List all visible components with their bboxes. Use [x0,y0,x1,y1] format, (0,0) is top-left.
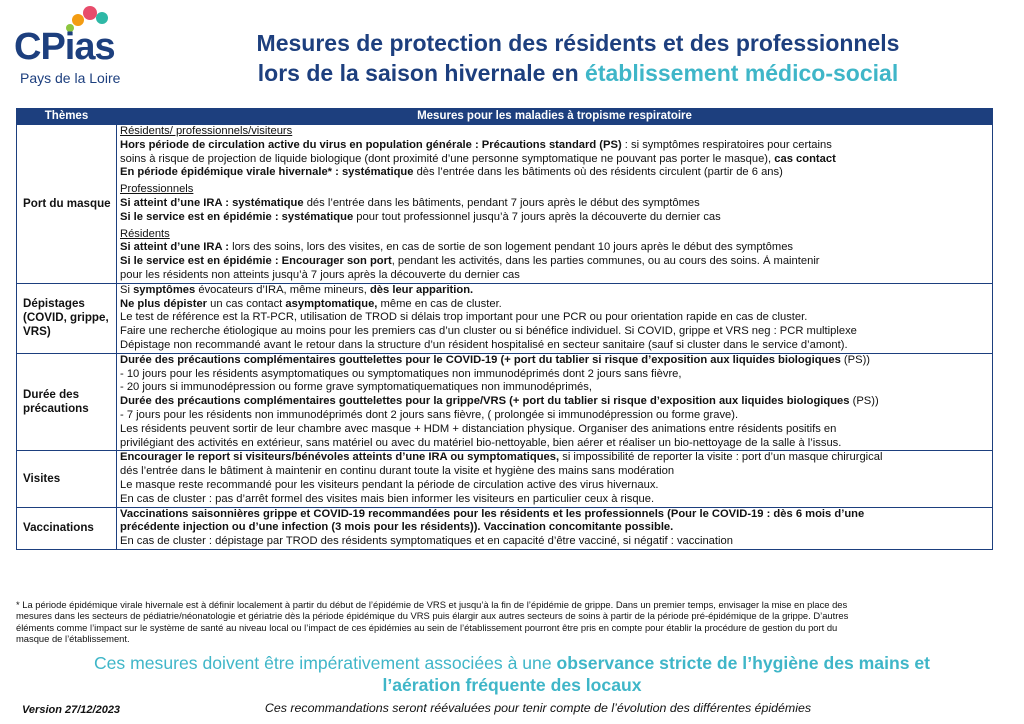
tagline-strong-2: l’aération fréquente des locaux [382,675,642,695]
title-line-2 [140,58,1016,88]
duree-line: privilégiant des activités en extérieur, sans matériel ou avec du matériel bio-nettoyable, bien aérer et réaliser un bio-nettoyage de la salle à l’issus. [120,436,842,449]
title-line-1: Mesures de protection des résidents et des professionnels [256,30,900,56]
table-row-vaccinations [17,507,993,549]
masque-bold: Si atteint d’une IRA : [120,241,229,254]
masque-bold: Hors période de circulation active du virus en population générale : Précautions standard (PS) [120,138,622,151]
masque-text: dès l’entrée dans les bâtiments où des résidents circulent (partir de 6 ans) [413,166,783,179]
tagline-start: Ces mesures doivent être impérativement associées à une [93,653,557,673]
depistage-line: Le test de référence est la RT-PCR, utilisation de TROD si délais trop important pour une PCR ou pour orientation rapide en cas de cluster. [120,311,808,324]
page-title [140,28,1016,88]
depistage-text: évocateurs d’IRA, même mineurs, [195,283,370,296]
depistage-bold: symptômes [133,283,196,296]
table-row-duree [17,353,993,451]
depistage-bold: Ne plus dépister [120,297,208,310]
masque-text: soins à risque de projection de liquide biologique (dont proximité d’une personne symptomatique ne pouvant pas porter le masque), [120,152,775,165]
mesures-vaccinations [117,507,993,549]
mesures-depistage [117,283,993,353]
depistage-line [120,284,989,298]
masque-bold: cas contact [774,152,836,165]
tagline-strong-1: observance stricte de l’hygiène des mains et [556,653,931,673]
measures-table [16,108,993,550]
depistage-bold: dès leur apparition. [369,283,474,296]
mesures-masque [117,125,993,284]
masque-bold: Si le service est en épidémie : systématique [120,210,354,223]
masque-bold: Si atteint d’une IRA : systématique [120,196,304,209]
visites-line: En cas de cluster : pas d’arrêt formel des visites mais bien informer les visiteurs en particulier ceux à risque. [120,492,655,505]
mesures-visites [117,451,993,507]
depistage-line: Dépistage non recommandé avant le retour dans la structure d’un résident hospitalisé en secteur sanitaire (sauf si cluster dans le service d’amont). [120,338,848,351]
masque-line: Résidents [120,227,170,240]
visites-line: dés l’entrée dans le bâtiment à maintenir en continu durant toute la visite et hygiène des mains sans modération [120,465,675,478]
logo-region: Pays de la Loire [20,70,121,86]
masque-line [120,197,989,211]
visites-text: si impossibilité de reporter la visite : port d’un masque chirurgical [559,451,883,464]
masque-line: Professionnels [120,183,194,196]
footnote-line: mesures dans les secteurs de pédiatrie/néonatologie et gériatrie dès la période épidémique du VRS puis élargir aux autres secteurs de soins à partir de la période pré-épidémique de la grippe. D’autres [16,610,849,622]
duree-text: (PS)) [849,395,879,408]
masque-line [120,211,989,225]
table-header-row [17,109,993,125]
masque-text: lors des soins, lors des visites, en cas de sortie de son logement pendant 10 jours après le début des symptômes [228,241,794,254]
duree-line: - 7 jours pour les résidents non immunodéprimés dont 2 jours sans fièvre, ( prolongée si immunodépression ou forme grave). [120,408,739,421]
theme-vaccinations: Vaccinations [17,507,117,549]
footnote-line: masque de l’établissement. [16,633,130,645]
mesures-duree [117,353,993,451]
masque-line [120,153,989,167]
column-header-themes: Thèmes [17,109,117,125]
theme-visites: Visites [17,451,117,507]
masque-line [120,241,989,255]
table-row-visites [17,451,993,507]
vaccinations-line: Vaccinations saisonnières grippe et COVID-19 recommandées pour les résidents et les professionnels (Pour le COVID-19 : dès 6 mois d’une [120,507,865,520]
depistage-line [120,298,989,312]
duree-line: - 20 jours si immunodépression ou forme grave symptomatiquematiques non immunodéprimés, [120,381,592,394]
title-accent: établissement médico-social [585,60,899,86]
duree-line: - 10 jours pour les résidents asymptomatiques ou symptomatiques non immunodéprimés dont 2 jours sans fièvre, [120,367,682,380]
duree-line [120,395,989,409]
masque-bold: Si le service est en épidémie : Encourager son port [120,255,392,268]
review-note: Ces recommandations seront réévaluées pour tenir compte de l’évolution des différentes épidémies [264,701,812,715]
table-row-masque [17,125,993,284]
version-label: Version 27/12/2023 [22,704,121,716]
masque-line: pour les résidents non atteints jusqu’à 7 jours après la découverte du dernier cas [120,268,520,281]
tagline [40,652,984,696]
column-header-mesures: Mesures pour les maladies à tropisme respiratoire [117,109,993,125]
depistage-bold: asymptomatique, [285,297,378,310]
duree-bold: Durée des précautions complémentaires gouttelettes pour le COVID-19 (+ port du tablier si risque d’exposition aux liquides biologiques [120,353,841,366]
tagline-line-1 [40,652,984,674]
depistage-text: Si [120,283,134,296]
theme-masque: Port du masque [17,125,117,284]
footnote [16,599,996,645]
masque-text: pour tout professionnel jusqu’à 7 jours après la découverte du dernier cas [353,210,721,223]
depistage-line: Faire une recherche étiologique au moins pour les premiers cas d’un cluster ou si bénéfice individuel. Si COVID, grippe et VRS neg : PCR multiplexe [120,325,857,338]
logo-brand: CPias [14,26,115,68]
masque-bold: En période épidémique virale hivernale* : systématique [120,166,414,179]
footnote-line: * La période épidémique virale hivernale est à définir localement à partir du début de l’épidémie de VRS et jusqu’à la fin de l’épidémie de grippe. Dans un premier temps, envisager la mise en place des [16,599,848,610]
visites-bold: Encourager le report si visiteurs/bénévoles atteints d’une IRA ou symptomatiques, [120,451,560,464]
visites-line [120,451,989,465]
theme-duree: Durée des précautions [17,353,117,451]
duree-text: (PS)) [840,353,871,366]
vaccinations-line: En cas de cluster : dépistage par TROD des résidents symptomatiques et en capacité d’être vacciné, si négatif : vaccination [120,535,733,548]
duree-bold: Durée des précautions complémentaires gouttelettes pour la grippe/VRS (+ port du tablier si risque d’exposition aux liquides biologiques [120,395,850,408]
masque-line: Résidents/ professionnels/visiteurs [120,125,293,137]
title-line-2-start: lors de la saison hivernale en [257,60,579,86]
table-row-depistage [17,283,993,353]
depistage-text: un cas contact [207,297,286,310]
masque-line [120,255,989,269]
vaccinations-line: précédente injection ou d’une infection (3 mois pour les résidents)). Vaccination concomitante possible. [120,521,674,534]
masque-text: , pendant les activités, dans les parties communes, ou au cours des soins. À maintenir [391,255,820,268]
theme-depistage: Dépistages (COVID, grippe, VRS) [17,283,117,353]
masque-line [120,166,989,180]
duree-line: Les résidents peuvent sortir de leur chambre avec masque + HDM + distanciation physique. Organiser des animations entre résidents positifs en [120,422,837,435]
masque-line [120,139,989,153]
duree-line [120,354,989,368]
cpias-logo [8,4,138,90]
masque-text: dés l’entrée dans les bâtiments, pendant 7 jours après le début des symptômes [303,196,700,209]
footnote-line: éléments comme l’impact sur le système de santé au niveau local ou l’impact de ces épidémies au sein de l’établissement pourront être pris en compte pour établir la procédure de gestion du port du [16,621,838,633]
depistage-text: même en cas de cluster. [377,297,502,310]
visites-line: Le masque reste recommandé pour les visiteurs pendant la période de circulation active des virus hivernaux. [120,478,659,491]
masque-text: : si symptômes respiratoires pour certains [621,138,832,151]
